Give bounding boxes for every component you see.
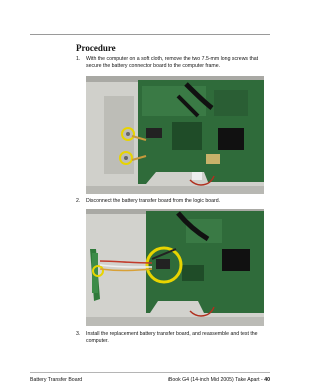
step-number: 1. xyxy=(76,56,81,62)
footer-rule xyxy=(30,372,270,373)
step-text: Install the replacement battery transfer board, and reassemble and test the computer. xyxy=(86,331,258,344)
footer-page-info xyxy=(168,377,270,383)
header-rule xyxy=(30,34,270,35)
step-3 xyxy=(76,331,272,344)
step-1 xyxy=(76,56,266,72)
photo-remove-screws xyxy=(86,76,264,194)
step-text: Disconnect the battery transfer board from the logic board. xyxy=(86,198,221,204)
step-number: 3. xyxy=(76,331,81,337)
photo-disconnect-board xyxy=(86,209,264,326)
step-text: With the computer on a soft cloth, remove the two 7.5-mm long screws that secure the battery connector board to the computer frame. xyxy=(86,56,259,69)
procedure-heading: Procedure xyxy=(76,43,116,53)
footer-page-number: 40 xyxy=(264,377,270,383)
footer-section-title: Battery Transfer Board xyxy=(30,377,83,383)
footer-doc-title: iBook G4 (14-inch Mid 2005) Take Apart - xyxy=(167,377,265,383)
step-2 xyxy=(76,198,266,206)
step-number: 2. xyxy=(76,198,81,204)
